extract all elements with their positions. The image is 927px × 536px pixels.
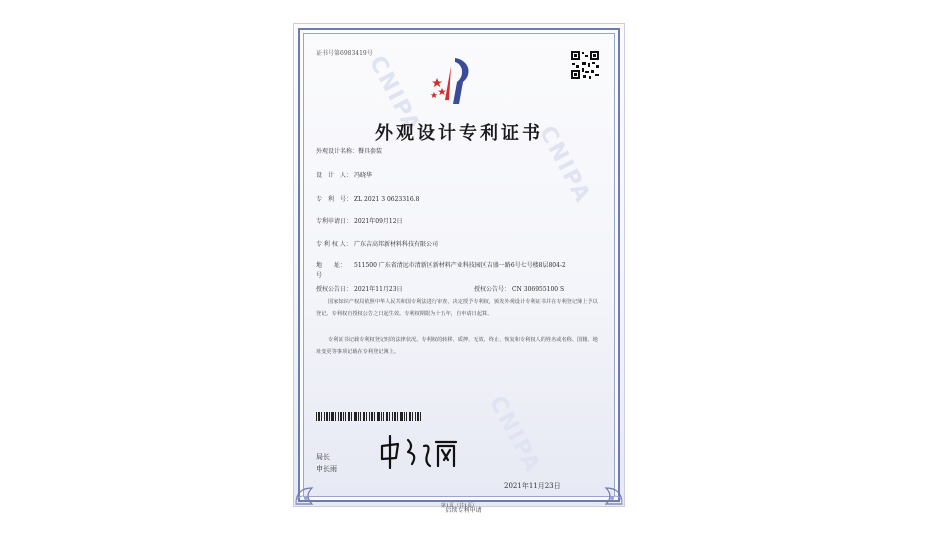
- field-label: 授权公告号：: [474, 286, 511, 293]
- barcode-icon: [316, 412, 421, 421]
- signatory: [316, 451, 337, 475]
- field-value: 广东吉高邦新材料科技有限公司: [354, 241, 439, 248]
- cnipa-emblem-icon: [429, 52, 485, 108]
- footer-caption: 后续专利申请: [445, 507, 482, 514]
- field-grant-number: [474, 284, 564, 293]
- field-value: ZL 2021 3 0623316.8: [354, 196, 420, 203]
- handwritten-signature-icon: [378, 432, 460, 472]
- field-label: 授权公告日：: [316, 286, 353, 293]
- field-label: 外观设计名称：: [316, 148, 359, 155]
- field-application-date: [316, 216, 403, 225]
- field-value: 餐具套装: [358, 148, 383, 155]
- signatory-title: 局长: [316, 453, 330, 461]
- border-ornament-icon: [588, 470, 624, 506]
- field-label: 专 利 号：: [316, 196, 353, 203]
- signatory-name: 申长雨: [316, 465, 337, 473]
- page-number: 第1页（共1页）: [440, 503, 478, 509]
- watermark-text: CNIPA: [533, 122, 596, 208]
- border-ornament-icon: [294, 470, 330, 506]
- field-patent-number: [316, 194, 419, 203]
- qr-code-icon: [570, 50, 600, 80]
- field-grant-date: [316, 284, 403, 293]
- certificate-paragraph: 专利证书记载专利权登记时的法律状况。专利权的转移、质押、无效、终止、恢复和专利权人的姓名或名称、国籍、地址变更等事项记载在专利登记簿上。: [316, 337, 598, 355]
- field-designer: [316, 170, 372, 179]
- certificate-paragraph: 国家知识产权局依照中华人民共和国专利法进行审查，决定授予专利权，颁发外观设计专利证书并在专利登记簿上予以登记。专利权自授权公告之日起生效。专利权期限为十五年，自申请日起算。: [316, 299, 598, 317]
- watermark-text: CNIPA: [363, 52, 426, 138]
- field-patentee: [316, 239, 438, 248]
- issue-date: 2021年11月23日: [504, 482, 561, 490]
- certificate-number: 证书号第6983419号: [316, 50, 373, 57]
- field-value: CN 306955100 S: [512, 286, 565, 293]
- certificate-title: 外观设计专利证书: [375, 123, 543, 144]
- field-label: 设 计 人：: [316, 172, 353, 179]
- field-value: 2021年11月23日: [354, 286, 403, 293]
- field-value: 冯晓华: [354, 172, 373, 179]
- field-value: 511500 广东省清远市清新区新材料产业科技园区吉盛一路6号七号楼8层804-2号: [316, 262, 566, 279]
- field-address: [316, 261, 566, 281]
- field-label: 专 利 权 人：: [316, 241, 352, 248]
- field-design-name: [316, 146, 382, 155]
- field-label: 专利申请日：: [316, 218, 353, 225]
- field-label: 地 址：: [316, 262, 347, 269]
- field-value: 2021年09月12日: [354, 218, 403, 225]
- patent-certificate: [294, 24, 624, 509]
- watermark-text: CNIPA: [483, 392, 546, 478]
